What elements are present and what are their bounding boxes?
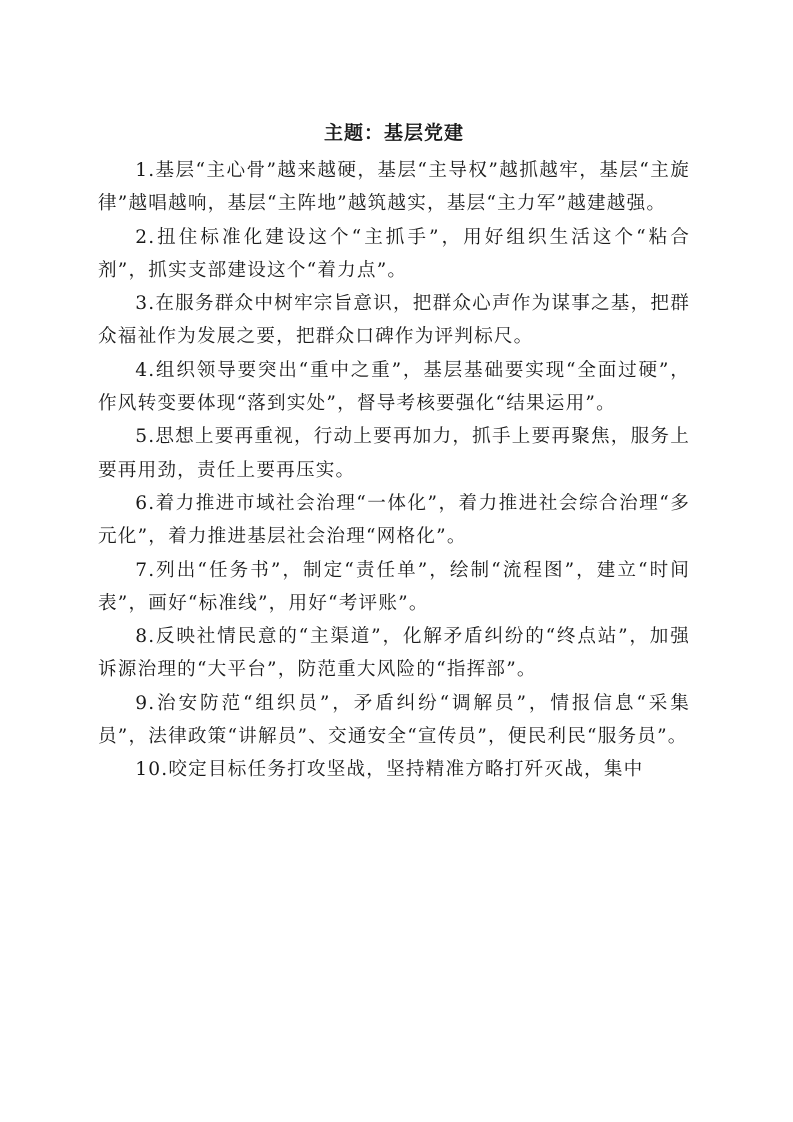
- paragraph-5: 5.思想上要再重视，行动上要再加力，抓手上要再聚焦，服务上要再用劲，责任上要再压实。: [98, 426, 690, 481]
- paragraph-10: 10.咬定目标任务打攻坚战，坚持精准方略打歼灭战，集中: [135, 759, 644, 781]
- paragraph-8: 8.反映社情民意的“主渠道”，化解矛盾纠纷的“终点站”，加强诉源治理的“大平台”，防范重大风险的“指挥部”。: [98, 626, 690, 681]
- paragraph-1: 1.基层“主心骨”越来越硬，基层“主导权”越抓越牢，基层“主旋律”越唱越响，基层“主阵地”越筑越实，基层“主力军”越建越强。: [98, 160, 690, 215]
- paragraph-9: 9.治安防范“组织员”，矛盾纠纷“调解员”，情报信息“采集员”，法律政策“讲解员”、交通安全“宣传员”，便民利民“服务员”。: [98, 692, 690, 748]
- paragraph-4: 4.组织领导要突出“重中之重”，基层基础要实现“全面过硬”，作风转变要体现“落到实处”，督导考核要强化“结果运用”。: [98, 359, 690, 415]
- paragraph-7: 7.列出“任务书”，制定“责任单”，绘制“流程图”，建立“时间表”，画好“标准线”，用好“考评账”。: [98, 559, 690, 614]
- document-title: 主题：基层党建: [323, 122, 464, 144]
- document-page: [98, 118, 690, 787]
- paragraph-3: 3.在服务群众中树牢宗旨意识，把群众心声作为谋事之基，把群众福祉作为发展之要，把群众口碑作为评判标尺。: [98, 293, 690, 348]
- paragraph-2: 2.扭住标准化建设这个“主抓手”，用好组织生活这个“粘合剂”，抓实支部建设这个“着力点”。: [98, 226, 690, 281]
- paragraph-6: 6.着力推进市域社会治理“一体化”，着力推进社会综合治理“多元化”，着力推进基层社会治理“网格化”。: [98, 492, 690, 548]
